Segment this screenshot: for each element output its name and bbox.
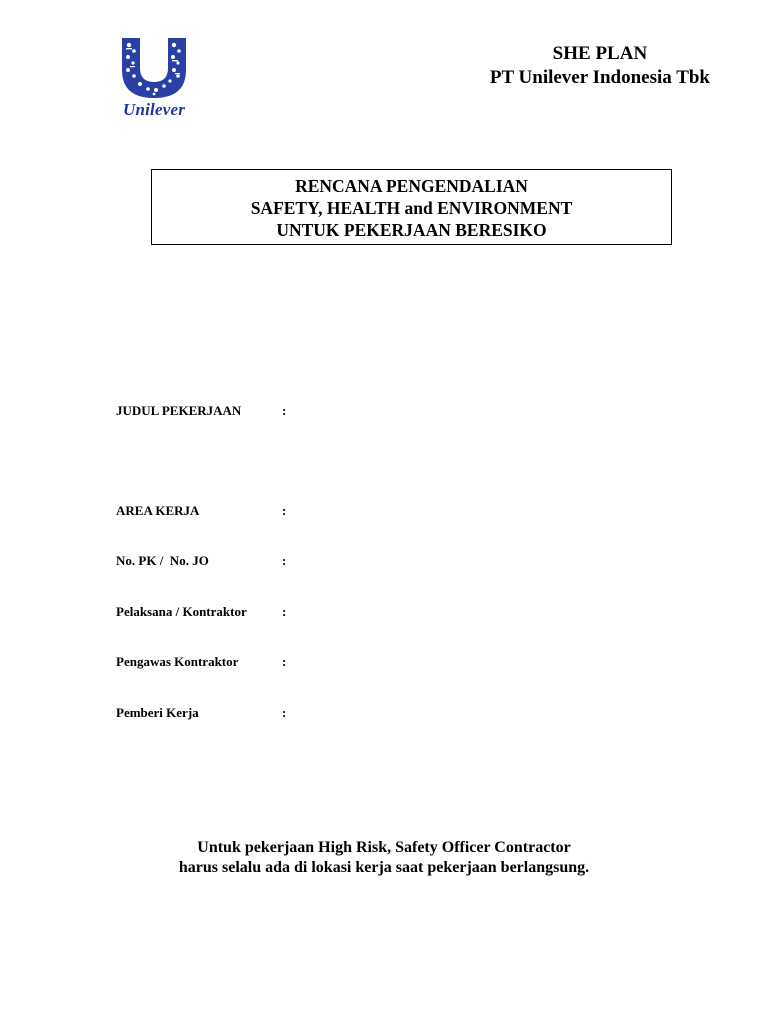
field-label: Pengawas Kontraktor — [116, 654, 239, 669]
unilever-logo — [112, 36, 196, 122]
field-pelaksana-kontraktor — [116, 604, 594, 620]
field-judul-pekerjaan — [116, 403, 594, 419]
title-line-1: RENCANA PENGENDALIAN — [295, 176, 528, 196]
field-label: No. PK / No. JO — [116, 553, 209, 568]
field-pengawas-kontraktor — [116, 654, 594, 670]
document-header — [490, 42, 710, 90]
note-line-2: harus selalu ada di lokasi kerja saat pekerjaan berlangsung. — [178, 859, 590, 876]
field-area-kerja — [116, 503, 594, 519]
field-separator: : — [282, 654, 287, 669]
title-line-3: UNTUK PEKERJAAN BERESIKO — [276, 220, 547, 240]
unilever-wordmark: Unilever — [122, 100, 186, 119]
field-separator: : — [282, 553, 287, 568]
note-line-1: Untuk pekerjaan High Risk, Safety Officer Contractor — [197, 839, 571, 856]
field-label: Pelaksana / Kontraktor — [116, 604, 247, 619]
header-company: PT Unilever Indonesia Tbk — [489, 67, 710, 88]
field-label: JUDUL PEKERJAAN — [116, 403, 242, 418]
title-line-2: SAFETY, HEALTH and ENVIRONMENT — [250, 198, 573, 218]
field-separator: : — [282, 503, 287, 518]
title-box — [151, 169, 672, 245]
field-separator: : — [282, 705, 287, 720]
field-separator: : — [282, 604, 287, 619]
field-separator: : — [282, 403, 287, 418]
high-risk-note — [0, 838, 768, 878]
field-pemberi-kerja — [116, 705, 594, 721]
field-no-pk-jo — [116, 553, 594, 569]
unilever-u-logo-icon — [112, 36, 196, 100]
field-label: AREA KERJA — [116, 503, 200, 518]
header-she-plan: SHE PLAN — [552, 43, 648, 64]
field-label: Pemberi Kerja — [116, 705, 199, 720]
